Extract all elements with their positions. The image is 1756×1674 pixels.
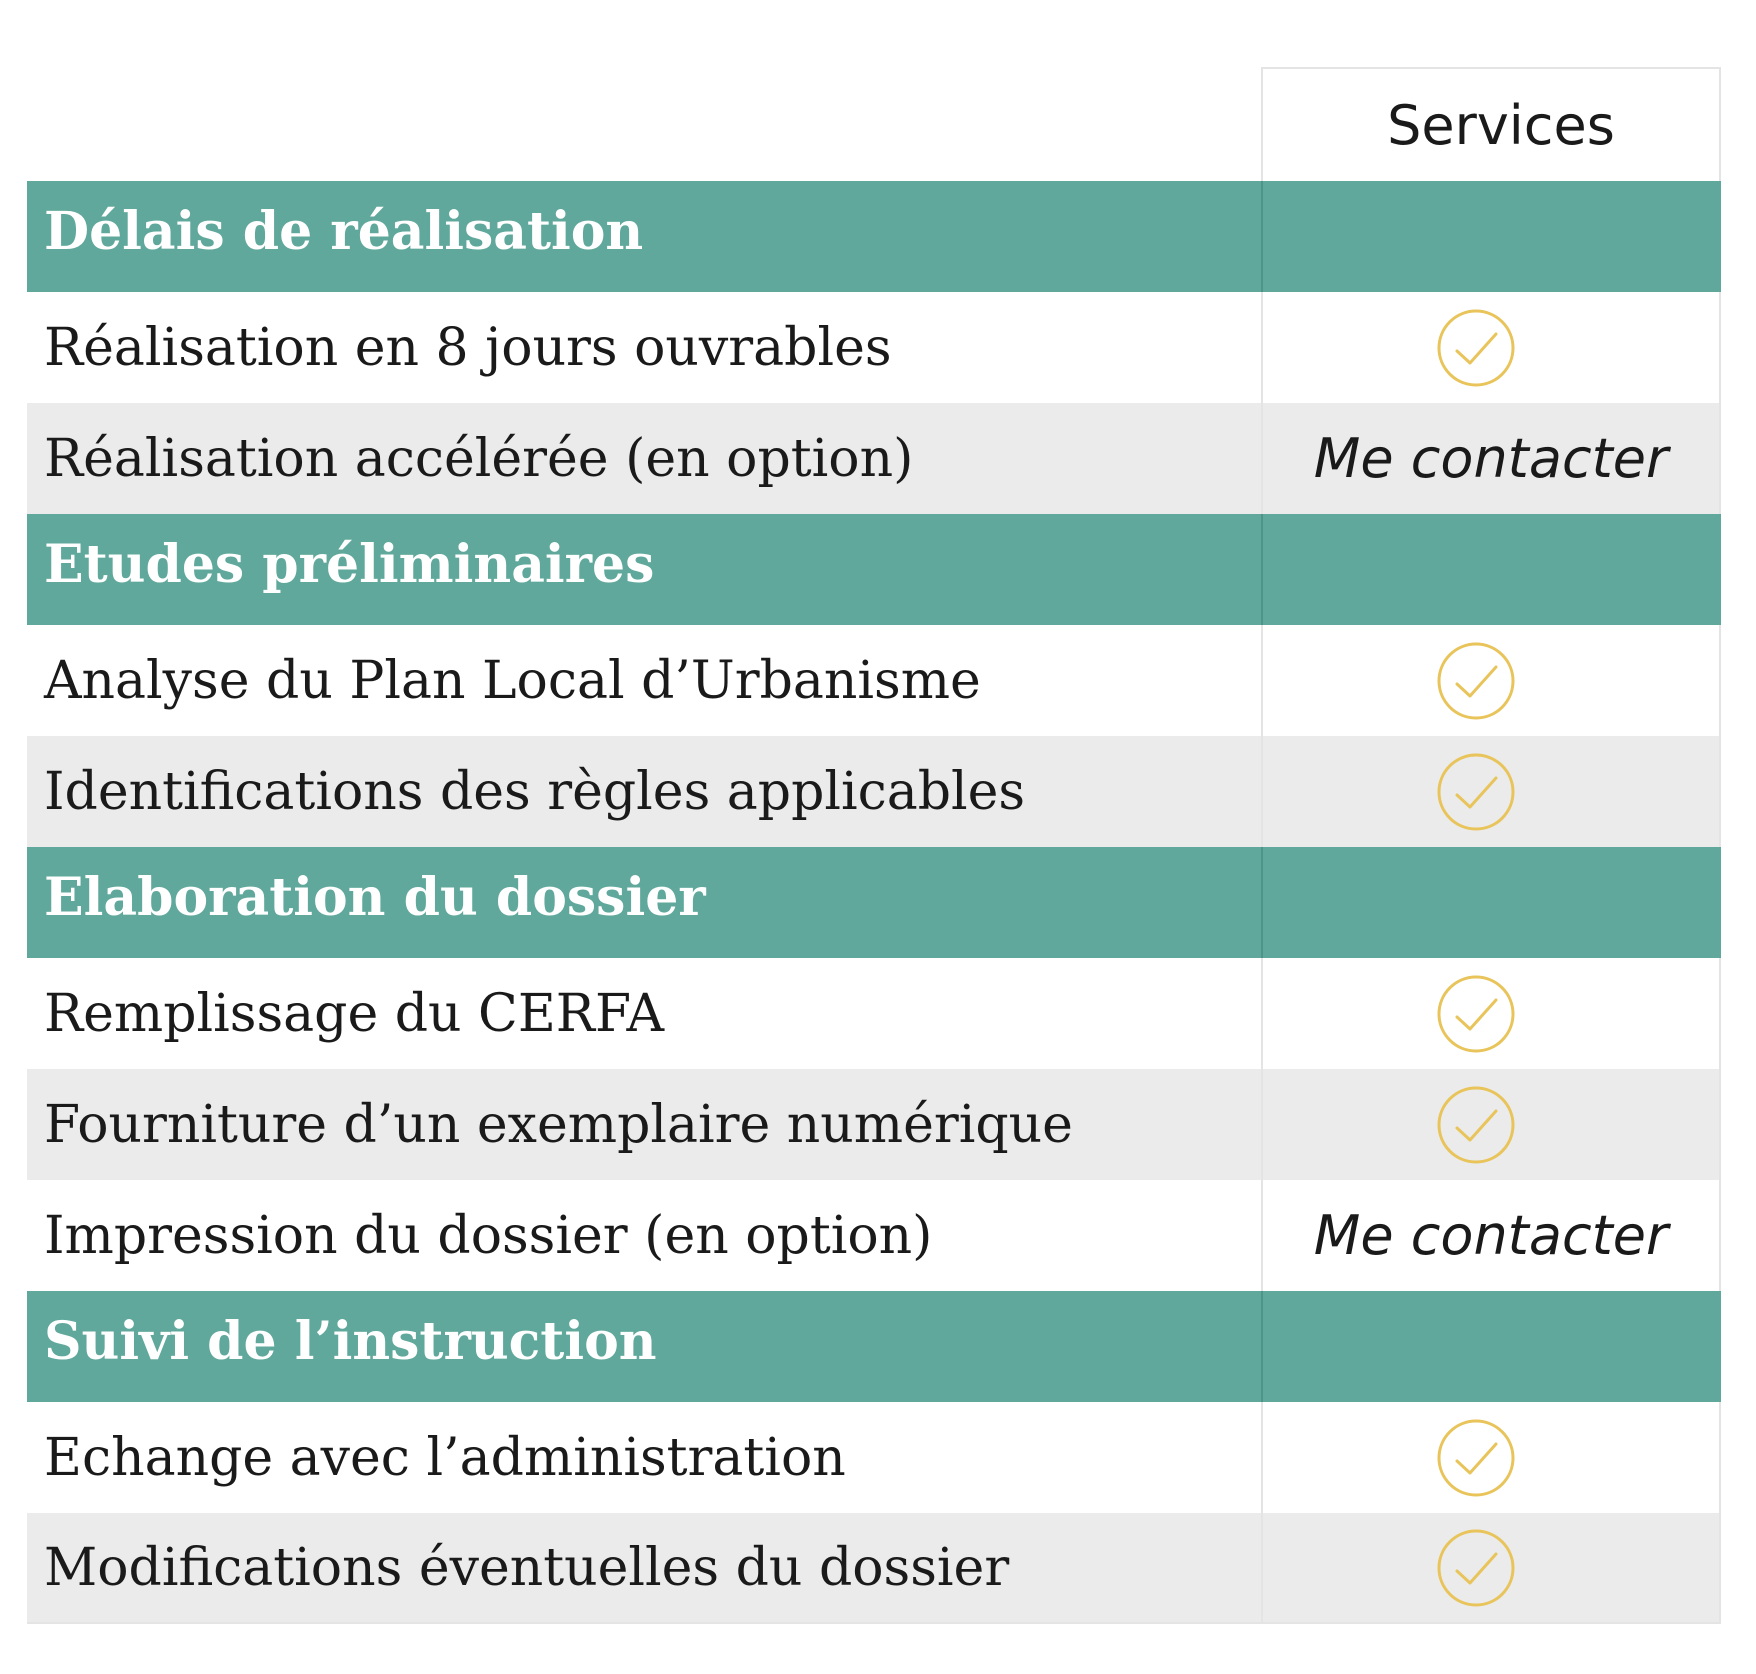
row-label: Echange avec l’administration xyxy=(44,1427,846,1488)
table-row xyxy=(27,1513,1721,1624)
section-title: Elaboration du dossier xyxy=(44,867,706,928)
row-value-cell xyxy=(1261,292,1721,403)
section-header-row xyxy=(27,181,1721,292)
section-value-cell xyxy=(1261,181,1721,292)
check-circle-icon xyxy=(1435,1417,1517,1499)
section-header-row xyxy=(27,514,1721,625)
section-title: Etudes préliminaires xyxy=(44,534,655,595)
row-value-cell xyxy=(1261,1513,1721,1622)
section-header-row xyxy=(27,847,1721,958)
table-row xyxy=(27,736,1721,847)
row-label: Impression du dossier (en option) xyxy=(44,1205,933,1266)
row-label: Remplissage du CERFA xyxy=(44,983,665,1044)
row-label: Réalisation accélérée (en option) xyxy=(44,428,914,489)
row-value-cell xyxy=(1261,1180,1721,1291)
table-row xyxy=(27,292,1721,403)
section-value-cell xyxy=(1261,514,1721,625)
header-empty-cell xyxy=(27,67,1261,181)
row-label: Réalisation en 8 jours ouvrables xyxy=(44,317,892,378)
row-label: Analyse du Plan Local d’Urbanisme xyxy=(44,650,981,711)
row-value-cell xyxy=(1261,625,1721,736)
check-circle-icon xyxy=(1435,1527,1517,1609)
table-row xyxy=(27,1402,1721,1513)
contact-text: Me contacter xyxy=(1313,1204,1669,1267)
check-circle-icon xyxy=(1435,973,1517,1055)
table-row xyxy=(27,625,1721,736)
row-value-cell xyxy=(1261,1402,1721,1513)
row-value-cell xyxy=(1261,1069,1721,1180)
row-label: Modifications éventuelles du dossier xyxy=(44,1537,1010,1598)
section-header-row xyxy=(27,1291,1721,1402)
table-row xyxy=(27,403,1721,514)
section-value-cell xyxy=(1261,1291,1721,1402)
check-circle-icon xyxy=(1435,751,1517,833)
table-row xyxy=(27,1069,1721,1180)
table-row xyxy=(27,1180,1721,1291)
check-circle-icon xyxy=(1435,640,1517,722)
row-value-cell xyxy=(1261,736,1721,847)
row-label: Fourniture d’un exemplaire numérique xyxy=(44,1094,1073,1155)
column-header-services: Services xyxy=(1261,67,1721,181)
row-value-cell xyxy=(1261,958,1721,1069)
table-header-row xyxy=(27,67,1721,181)
check-circle-icon xyxy=(1435,1084,1517,1166)
check-circle-icon xyxy=(1435,307,1517,389)
section-title: Suivi de l’instruction xyxy=(44,1311,657,1372)
contact-text: Me contacter xyxy=(1313,427,1669,490)
section-value-cell xyxy=(1261,847,1721,958)
row-label: Identifications des règles applicables xyxy=(44,761,1026,822)
services-table xyxy=(27,67,1721,1624)
section-title: Délais de réalisation xyxy=(44,201,644,262)
table-row xyxy=(27,958,1721,1069)
row-value-cell xyxy=(1261,403,1721,514)
